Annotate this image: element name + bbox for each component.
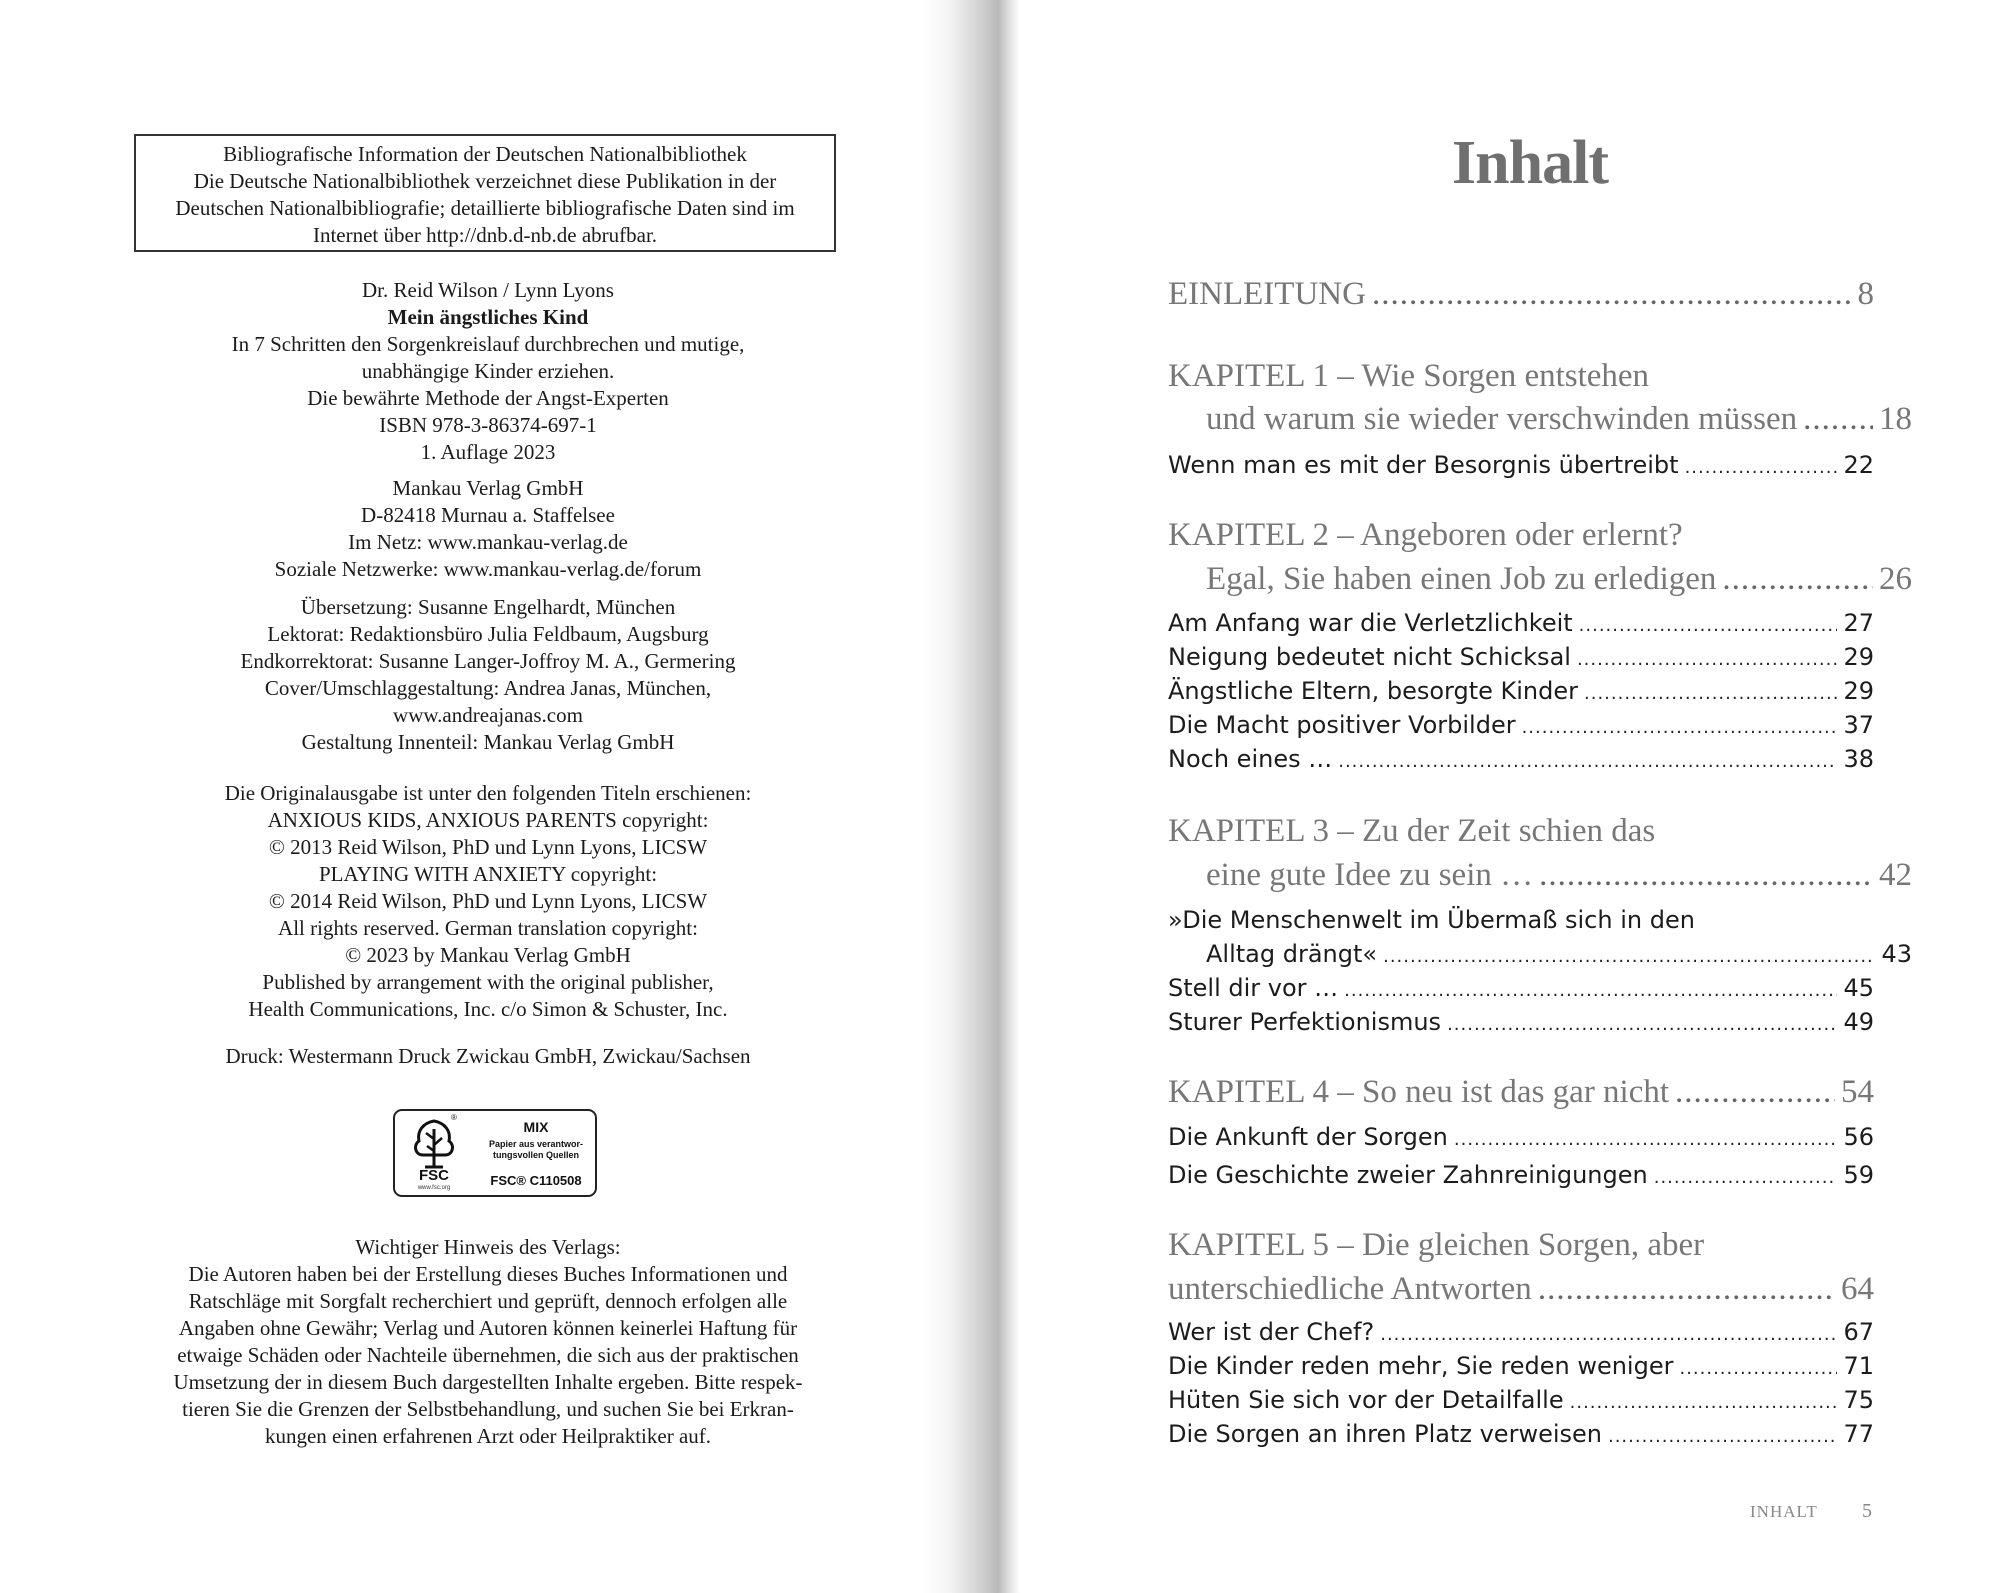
original-line: PLAYING WITH ANXIETY copyright: [318,862,658,886]
toc-subentry [1168,1123,1874,1151]
toc-page-number: 29 [1843,643,1874,671]
fsc-tree-icon [409,1117,459,1173]
toc-entry-text: Wer ist der Chef? [1168,1318,1375,1346]
toc-page-number: 27 [1843,609,1874,637]
toc-entry-text: Die Kinder reden mehr, Sie reden weniger [1168,1352,1674,1380]
toc-leader-dots [1675,1074,1835,1111]
page-number: 5 [1862,1500,1872,1522]
toc-subentry [1168,745,1874,773]
chapter-heading: KAPITEL 1 – Wie Sorgen entstehen [1168,358,1650,394]
toc-page-number: 43 [1881,940,1912,968]
notice-line: Die Autoren haben bei der Erstellung dieses Buches Informationen und [188,1262,788,1286]
toc-entry-text: Noch eines … [1168,745,1333,773]
toc-entry-text: Die Geschichte zweier Zahnreinigungen [1168,1161,1648,1189]
toc-page-number: 56 [1843,1123,1874,1151]
toc-subentry-first-line: »Die Menschenwelt im Übermaß sich in den [1168,906,1695,934]
credit-line: Übersetzung: Susanne Engelhardt, München [300,595,676,619]
original-edition-block [132,780,844,1023]
fsc-desc-line: Papier aus verantwor- [488,1139,584,1149]
toc-subentry [1168,451,1874,479]
print-line: Druck: Westermann Druck Zwickau GmbH, Zwickau/Sachsen [225,1044,751,1068]
toc-leader-dots [1685,457,1838,478]
toc-leader-dots [1570,1392,1838,1413]
publisher-line: D-82418 Murnau a. Staffelsee [361,503,615,527]
notice-line: kungen einen erfahrenen Arzt oder Heilpraktiker auf. [264,1424,712,1448]
toc-page-number: 49 [1843,1008,1874,1036]
toc-leader-dots [1383,946,1875,967]
toc-page-number: 71 [1843,1352,1874,1380]
biblio-line: Internet über http://dnb.d-nb.de abrufbar. [312,223,658,247]
notice-line: Umsetzung der in diesem Buch dargestellten Inhalte ergeben. Bitte respek- [173,1370,803,1394]
credit-line: Lektorat: Redaktionsbüro Julia Feldbaum, Augsburg [267,622,709,646]
publisher-notice [132,1234,844,1450]
publisher-block [132,475,844,583]
toc-entry-text: Die Macht positiver Vorbilder [1168,711,1516,739]
biblio-line: Bibliografische Information der Deutschen Nationalbibliothek [223,142,747,166]
original-line: Die Originalausgabe ist unter den folgenden Titeln erschienen: [224,781,752,805]
toc-leader-dots [1579,615,1838,636]
bibliographic-info-box [134,134,836,252]
toc-leader-dots [1722,561,1873,598]
notice-line: Wichtiger Hinweis des Verlags: [355,1235,621,1259]
toc-entry-text: Neigung bedeutet nicht Schicksal [1168,643,1571,671]
toc-entry-text: KAPITEL 4 – So neu ist das gar nicht [1168,1074,1670,1110]
original-line: © 2014 Reid Wilson, PhD und Lynn Lyons, LICSW [268,889,708,913]
credit-line: www.andreajanas.com [393,703,583,727]
original-line: Health Communications, Inc. c/o Simon & Schuster, Inc. [248,997,728,1021]
toc-entry-text: Ängstliche Eltern, besorgte Kinder [1168,677,1578,705]
toc-entry-chapter-1 [1168,401,1912,438]
toc-leader-dots [1654,1167,1838,1188]
toc-entry-text: Alltag drängt« [1206,940,1378,968]
toc-entry-text: Die Ankunft der Sorgen [1168,1123,1448,1151]
credits-block [132,594,844,756]
original-line: © 2023 by Mankau Verlag GmbH [345,943,631,967]
toc-subentry [1168,643,1874,671]
toc-leader-dots [1608,1426,1837,1447]
toc-leader-dots [1344,980,1837,1001]
toc-leader-dots [1522,717,1838,738]
toc-page-number: 64 [1841,1271,1874,1307]
credit-line: Endkorrektorat: Susanne Langer-Joffroy M. A., Germering [240,649,736,673]
imprint-page [0,0,930,1593]
biblio-line: Die Deutsche Nationalbibliothek verzeichnet diese Publikation in der [193,169,777,193]
book-gutter [920,0,1020,1593]
fsc-mix: MIX [523,1119,549,1135]
original-line: Published by arrangement with the original publisher, [262,970,714,994]
notice-line: etwaige Schäden oder Nachteile übernehmen, die sich aus der praktischen [177,1343,799,1367]
toc-page-number: 42 [1879,857,1912,893]
toc-entry-text: Hüten Sie sich vor der Detailfalle [1168,1386,1564,1414]
book-subtitle: In 7 Schritten den Sorgenkreislauf durchbrechen und mutige, [231,332,745,356]
toc-subentry [1168,711,1874,739]
toc-entry-text: Stell dir vor … [1168,974,1339,1002]
toc-subentry [1168,1352,1874,1380]
toc-subentry [1168,609,1874,637]
book-info-block [132,277,844,466]
fsc-code: FSC® C110508 [490,1173,582,1188]
toc-entry-text: Die Sorgen an ihren Platz verweisen [1168,1420,1602,1448]
chapter-heading: KAPITEL 2 – Angeboren oder erlernt? [1168,517,1683,553]
toc-entry-einleitung [1168,276,1874,313]
toc-page-number: 29 [1843,677,1874,705]
toc-page-number: 18 [1879,401,1912,437]
print-info [132,1043,844,1070]
registered-mark: ® [451,1113,457,1122]
toc-page-number: 37 [1843,711,1874,739]
toc-entry-text: Wenn man es mit der Besorgnis übertreibt [1168,451,1679,479]
toc-leader-dots [1447,1014,1837,1035]
chapter-heading: KAPITEL 5 – Die gleichen Sorgen, aber [1168,1227,1705,1263]
fsc-letters: FSC [419,1167,449,1184]
toc-subentry [1168,1008,1874,1036]
chapter-heading: KAPITEL 3 – Zu der Zeit schien das [1168,813,1656,849]
toc-page-number: 54 [1841,1074,1874,1110]
toc-entry-chapter-3 [1168,857,1912,894]
toc-leader-dots [1338,751,1837,772]
toc-page-number: 59 [1843,1161,1874,1189]
toc-leader-dots [1380,1324,1837,1345]
fsc-description [479,1139,593,1161]
toc-entry-text: Sturer Perfektionismus [1168,1008,1442,1036]
toc-entry-text: EINLEITUNG [1168,276,1366,312]
running-footer-label: INHALT [1750,1502,1818,1521]
original-line: All rights reserved. German translation copyright: [278,916,698,940]
toc-subentry [1168,1318,1874,1346]
edition: 1. Auflage 2023 [420,440,556,464]
page-title: Inhalt [1452,129,1608,197]
biblio-line: Deutschen Nationalbibliografie; detaillierte bibliografische Daten sind im [175,196,795,220]
toc-leader-dots [1803,401,1873,438]
publisher-line: Soziale Netzwerke: www.mankau-verlag.de/forum [274,557,702,581]
toc-leader-dots [1372,276,1852,313]
toc-page-number: 8 [1857,276,1874,312]
toc-page-number: 77 [1843,1420,1874,1448]
toc-entry-text: Am Anfang war die Verletzlichkeit [1168,609,1573,637]
toc-page-number: 38 [1843,745,1874,773]
toc-subentry [1168,940,1912,968]
toc-entry-chapter-2 [1168,561,1912,598]
toc-leader-dots [1577,649,1838,670]
credit-line: Cover/Umschlaggestaltung: Andrea Janas, München, [264,676,712,700]
toc-leader-dots [1538,1271,1835,1308]
toc-subentry [1168,1386,1874,1414]
fsc-url: www.fsc.org [417,1185,451,1191]
toc-leader-dots [1454,1129,1838,1150]
toc-subentry [1168,1420,1874,1448]
toc-entry-text: und warum sie wieder verschwinden müssen [1206,401,1798,437]
notice-line: tieren Sie die Grenzen der Selbstbehandlung, und suchen Sie bei Erkran- [182,1397,794,1421]
publisher-line: Mankau Verlag GmbH [392,476,584,500]
toc-subentry [1168,1161,1874,1189]
book-subtitle: unabhängige Kinder erziehen. [361,359,615,383]
publisher-line: Im Netz: www.mankau-verlag.de [348,530,628,554]
original-line: ANXIOUS KIDS, ANXIOUS PARENTS copyright: [267,808,709,832]
book-tagline: Die bewährte Methode der Angst-Experten [307,386,669,410]
toc-page-number: 75 [1843,1386,1874,1414]
toc-leader-dots [1584,683,1837,704]
toc-page-number: 67 [1843,1318,1874,1346]
toc-page-number: 26 [1879,561,1912,597]
isbn: ISBN 978-3-86374-697-1 [379,413,597,437]
toc-entry-chapter-5 [1168,1271,1874,1308]
fsc-desc-line: tungsvollen Quellen [492,1150,579,1160]
toc-entry-text: unterschiedliche Antworten [1168,1271,1532,1307]
notice-line: Angaben ohne Gewähr; Verlag und Autoren können keinerlei Haftung für [178,1316,798,1340]
toc-page-number: 45 [1843,974,1874,1002]
original-line: © 2013 Reid Wilson, PhD und Lynn Lyons, LICSW [268,835,708,859]
toc-leader-dots [1679,1358,1837,1379]
toc-subentry [1168,974,1874,1002]
toc-page-number: 22 [1843,451,1874,479]
authors: Dr. Reid Wilson / Lynn Lyons [362,278,614,302]
credit-line: Gestaltung Innenteil: Mankau Verlag GmbH [301,730,675,754]
toc-leader-dots [1539,857,1873,894]
toc-entry-chapter-4 [1168,1074,1874,1111]
notice-line: Ratschläge mit Sorgfalt recherchiert und geprüft, dennoch erfolgen alle [188,1289,788,1313]
toc-entry-text: Egal, Sie haben einen Job zu erledigen [1206,561,1717,597]
fsc-logo [393,1109,597,1197]
book-title: Mein ängstliches Kind [387,305,589,329]
toc-subentry [1168,677,1874,705]
toc-entry-text: eine gute Idee zu sein … [1206,857,1534,893]
